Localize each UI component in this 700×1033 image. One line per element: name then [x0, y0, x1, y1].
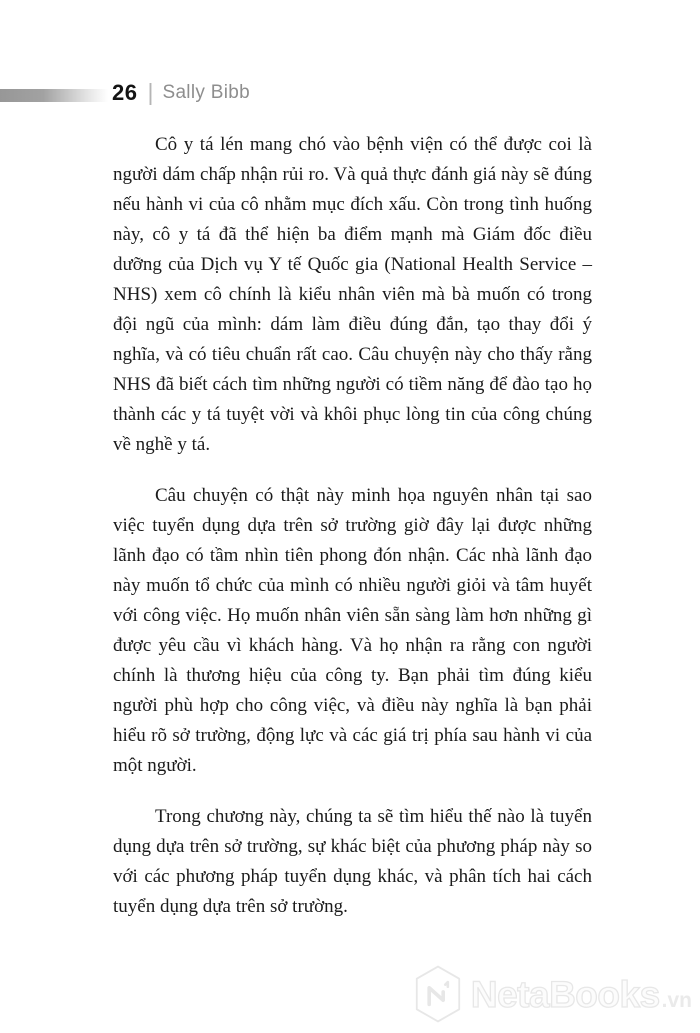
netabooks-hexagon-n-logo — [412, 965, 464, 1023]
author-name: Sally Bibb — [162, 82, 250, 103]
watermark-brand-main: NetaBooks — [470, 973, 660, 1015]
text-block — [113, 130, 592, 943]
header-gradient-rule — [0, 89, 108, 102]
body-paragraph: Trong chương này, chúng ta sẽ tìm hiểu thế nào là tuyển dụng dựa trên sở trường, sự khác biệt của phương pháp này so với các phương pháp tuyển dụng khác, và phân tích hai cách tuyển dụng dựa trên sở trường. — [113, 806, 592, 917]
netabooks-watermark — [412, 963, 692, 1025]
header-separator: | — [147, 78, 154, 105]
body-paragraph: Cô y tá lén mang chó vào bệnh viện có thể được coi là người dám chấp nhận rủi ro. Và quả thực đánh giá này sẽ đúng nếu hành vi của cô nhằm mục đích xấu. Còn trong tình huống này, cô y tá đã thể hiện ba điểm mạnh mà Giám đốc điều dưỡng của Dịch vụ Y tế Quốc gia (National Health Service – NHS) xem cô chính là kiểu nhân viên mà bà muốn có trong đội ngũ của mình: dám làm điều đúng đắn, tạo thay đổi ý nghĩa, và có tiêu chuẩn rất cao. Câu chuyện này cho thấy rằng NHS đã biết cách tìm những người có tiềm năng để đào tạo họ thành các y tá tuyệt vời và khôi phục lòng tin của công chúng về nghề y tá. — [113, 134, 592, 455]
watermark-brand-tld: .vn — [661, 988, 692, 1012]
body-paragraph: Câu chuyện có thật này minh họa nguyên nhân tại sao việc tuyển dụng dựa trên sở trường giờ đây lại được những lãnh đạo có tầm nhìn tiên phong đón nhận. Các nhà lãnh đạo này muốn tổ chức của mình có nhiều người giỏi và tâm huyết với công việc. Họ muốn nhân viên sẵn sàng làm hơn những gì được yêu cầu vì khách hàng. Và họ nhận ra rằng con người chính là thương hiệu của công ty. Bạn phải tìm đúng kiểu người phù hợp cho công việc, và điều này nghĩa là bạn phải hiểu rõ sở trường, động lực và các giá trị phía sau hành vi của một người. — [113, 485, 592, 776]
watermark-brand-text — [470, 973, 692, 1015]
page-number: 26 — [112, 80, 138, 105]
page-header — [112, 80, 250, 106]
